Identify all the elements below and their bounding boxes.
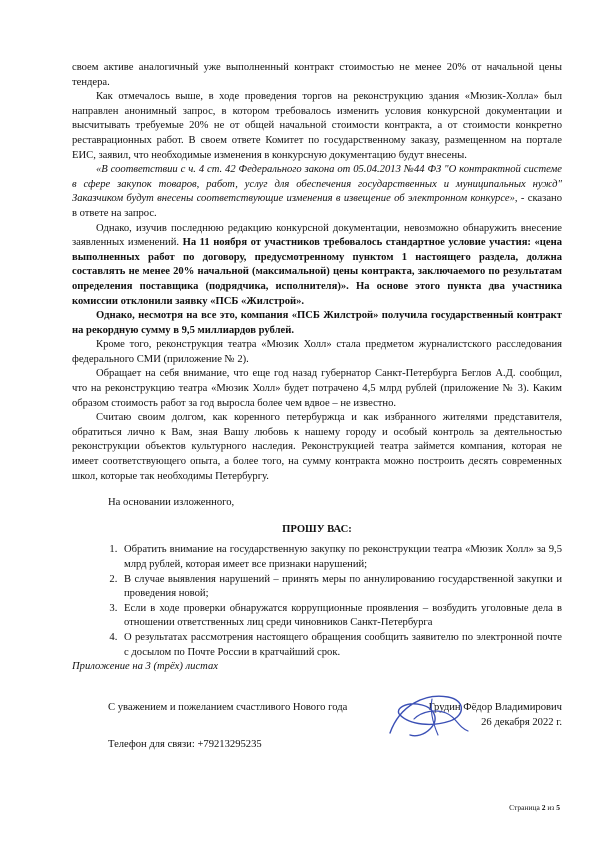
documentation-bold-text: На 11 ноября от участников требовалось стандартное условие участия: «цена выполненных работ по договору, предусмотренному пунктом 1 настоящего раздела, должна составлять не менее 20% начальной (максимальной) цены контракта, заключаемого по результатам определения поставщика (подрядчика, исполнителя)». На основе этого пункта два участника комиссии отклонили заявку «ПСБ «Жилстрой». (72, 237, 562, 307)
closing-line (108, 701, 562, 716)
paragraph-documentation (72, 222, 562, 310)
list-item: 2. В случае выявления нарушений – принять меры по аннулированию государственной закупки и проведения новой; (120, 573, 562, 602)
list-item: 1. Обратить внимание на государственную закупку по реконструкции театра «Мюзик Холл» за 9,5 млрд рублей, которая имеет все признаки нарушений; (120, 543, 562, 572)
letter-body (72, 61, 562, 753)
request-heading: ПРОШУ ВАС: (282, 523, 352, 535)
contact-phone: Телефон для связи: +79213295235 (108, 739, 262, 751)
paragraph-continuation: своем активе аналогичный уже выполненный контракт стоимостью не менее 20% от начальной цены тендера. (72, 62, 562, 88)
list-item: 4. О результатах рассмотрения настоящего обращения сообщить заявителю по электронной почте с досылом по Почте России в кратчайший срок. (120, 631, 562, 660)
signer-name: Грудин Фёдор Владимирович (428, 701, 562, 713)
quote-text: «В соответствии с ч. 4 ст. 42 Федерального закона от 05.04.2013 №44 ФЗ "О контрактной системе в сфере закупок товаров, работ, услуг для обеспечения государственных и муниципальных нужд" Заказчиком будут внесены соответствующие изменения в извещение об электронном конкурсе» (72, 164, 562, 205)
paragraph-quote (72, 163, 562, 221)
closing-regards: С уважением и пожеланием счастливого Нового года (108, 701, 348, 713)
paragraph-contract-award: Однако, несмотря на все это, компания «ПСБ Жилстрой» получила государственный контракт на рекордную сумму в 9,5 миллиардов рублей. (72, 310, 562, 336)
request-list (72, 543, 562, 660)
paragraph-appeal: Считаю своим долгом, как коренного петербуржца и как избранного жителями представителя, обратиться лично к Вам, зная Вашу любовь к нашему городу и особый контроль за деятельностью реконструкции объектов культурного наследия. Реконструкцией театра займется компания, которая не имеет соответствующего опыта, а более того, на сумму контракта можно построить десять современных школ, которые так необходимы Петербургу. (72, 412, 562, 482)
documentation-text: Однако, изучив последнюю редакцию конкурсной документации, невозможно обнаружить внесение заявленных изменений. (72, 222, 562, 249)
handwritten-signature (370, 685, 480, 745)
paragraph-anonymous-request: Как отмечалось выше, в ходе проведения торгов на реконструкцию здания «Мюзик-Холла» был направлен анонимный запрос, в котором требовалось изменить условия конкурсной документации и высчитывать требуемые 20% не от общей начальной стоимости контракта, а от стоимости конкретно реставрационных работ. В своем ответе Комитет по государственному заказу, размещенном на портале ЕИС, заявил, что необходимые изменения в конкурсную документацию будут внесены. (72, 91, 562, 161)
page-number: Страница 2 из 5 (509, 803, 560, 812)
paragraph-governor: Обращает на себя внимание, что еще год назад губернатор Санкт-Петербурга Беглов А.Д. сообщил, что на реконструкцию театра «Мюзик Холл» будет потрачено 4,5 млрд рублей (приложение № 3). Каким образом стоимость работ за год выросла более чем вдвое – не известно. (72, 368, 562, 409)
paragraph-investigation: Кроме того, реконструкция театра «Мюзик Холл» стала предметом журналистского расследования федерального СМИ (приложение № 2). (72, 339, 562, 365)
appendix-note: Приложение на 3 (трёх) листах (72, 661, 218, 673)
letter-date: 26 декабря 2022 г. (481, 716, 562, 728)
list-item: 3. Если в ходе проверки обнаружатся коррупционные проявления – возбудить уголовные дела в отношении ответственных лиц среди чиновников Санкт-Петербурга (120, 602, 562, 631)
basis-line: На основании изложенного, (108, 497, 235, 509)
quote-attribution: , - сказано в ответе на запрос. (72, 193, 562, 219)
